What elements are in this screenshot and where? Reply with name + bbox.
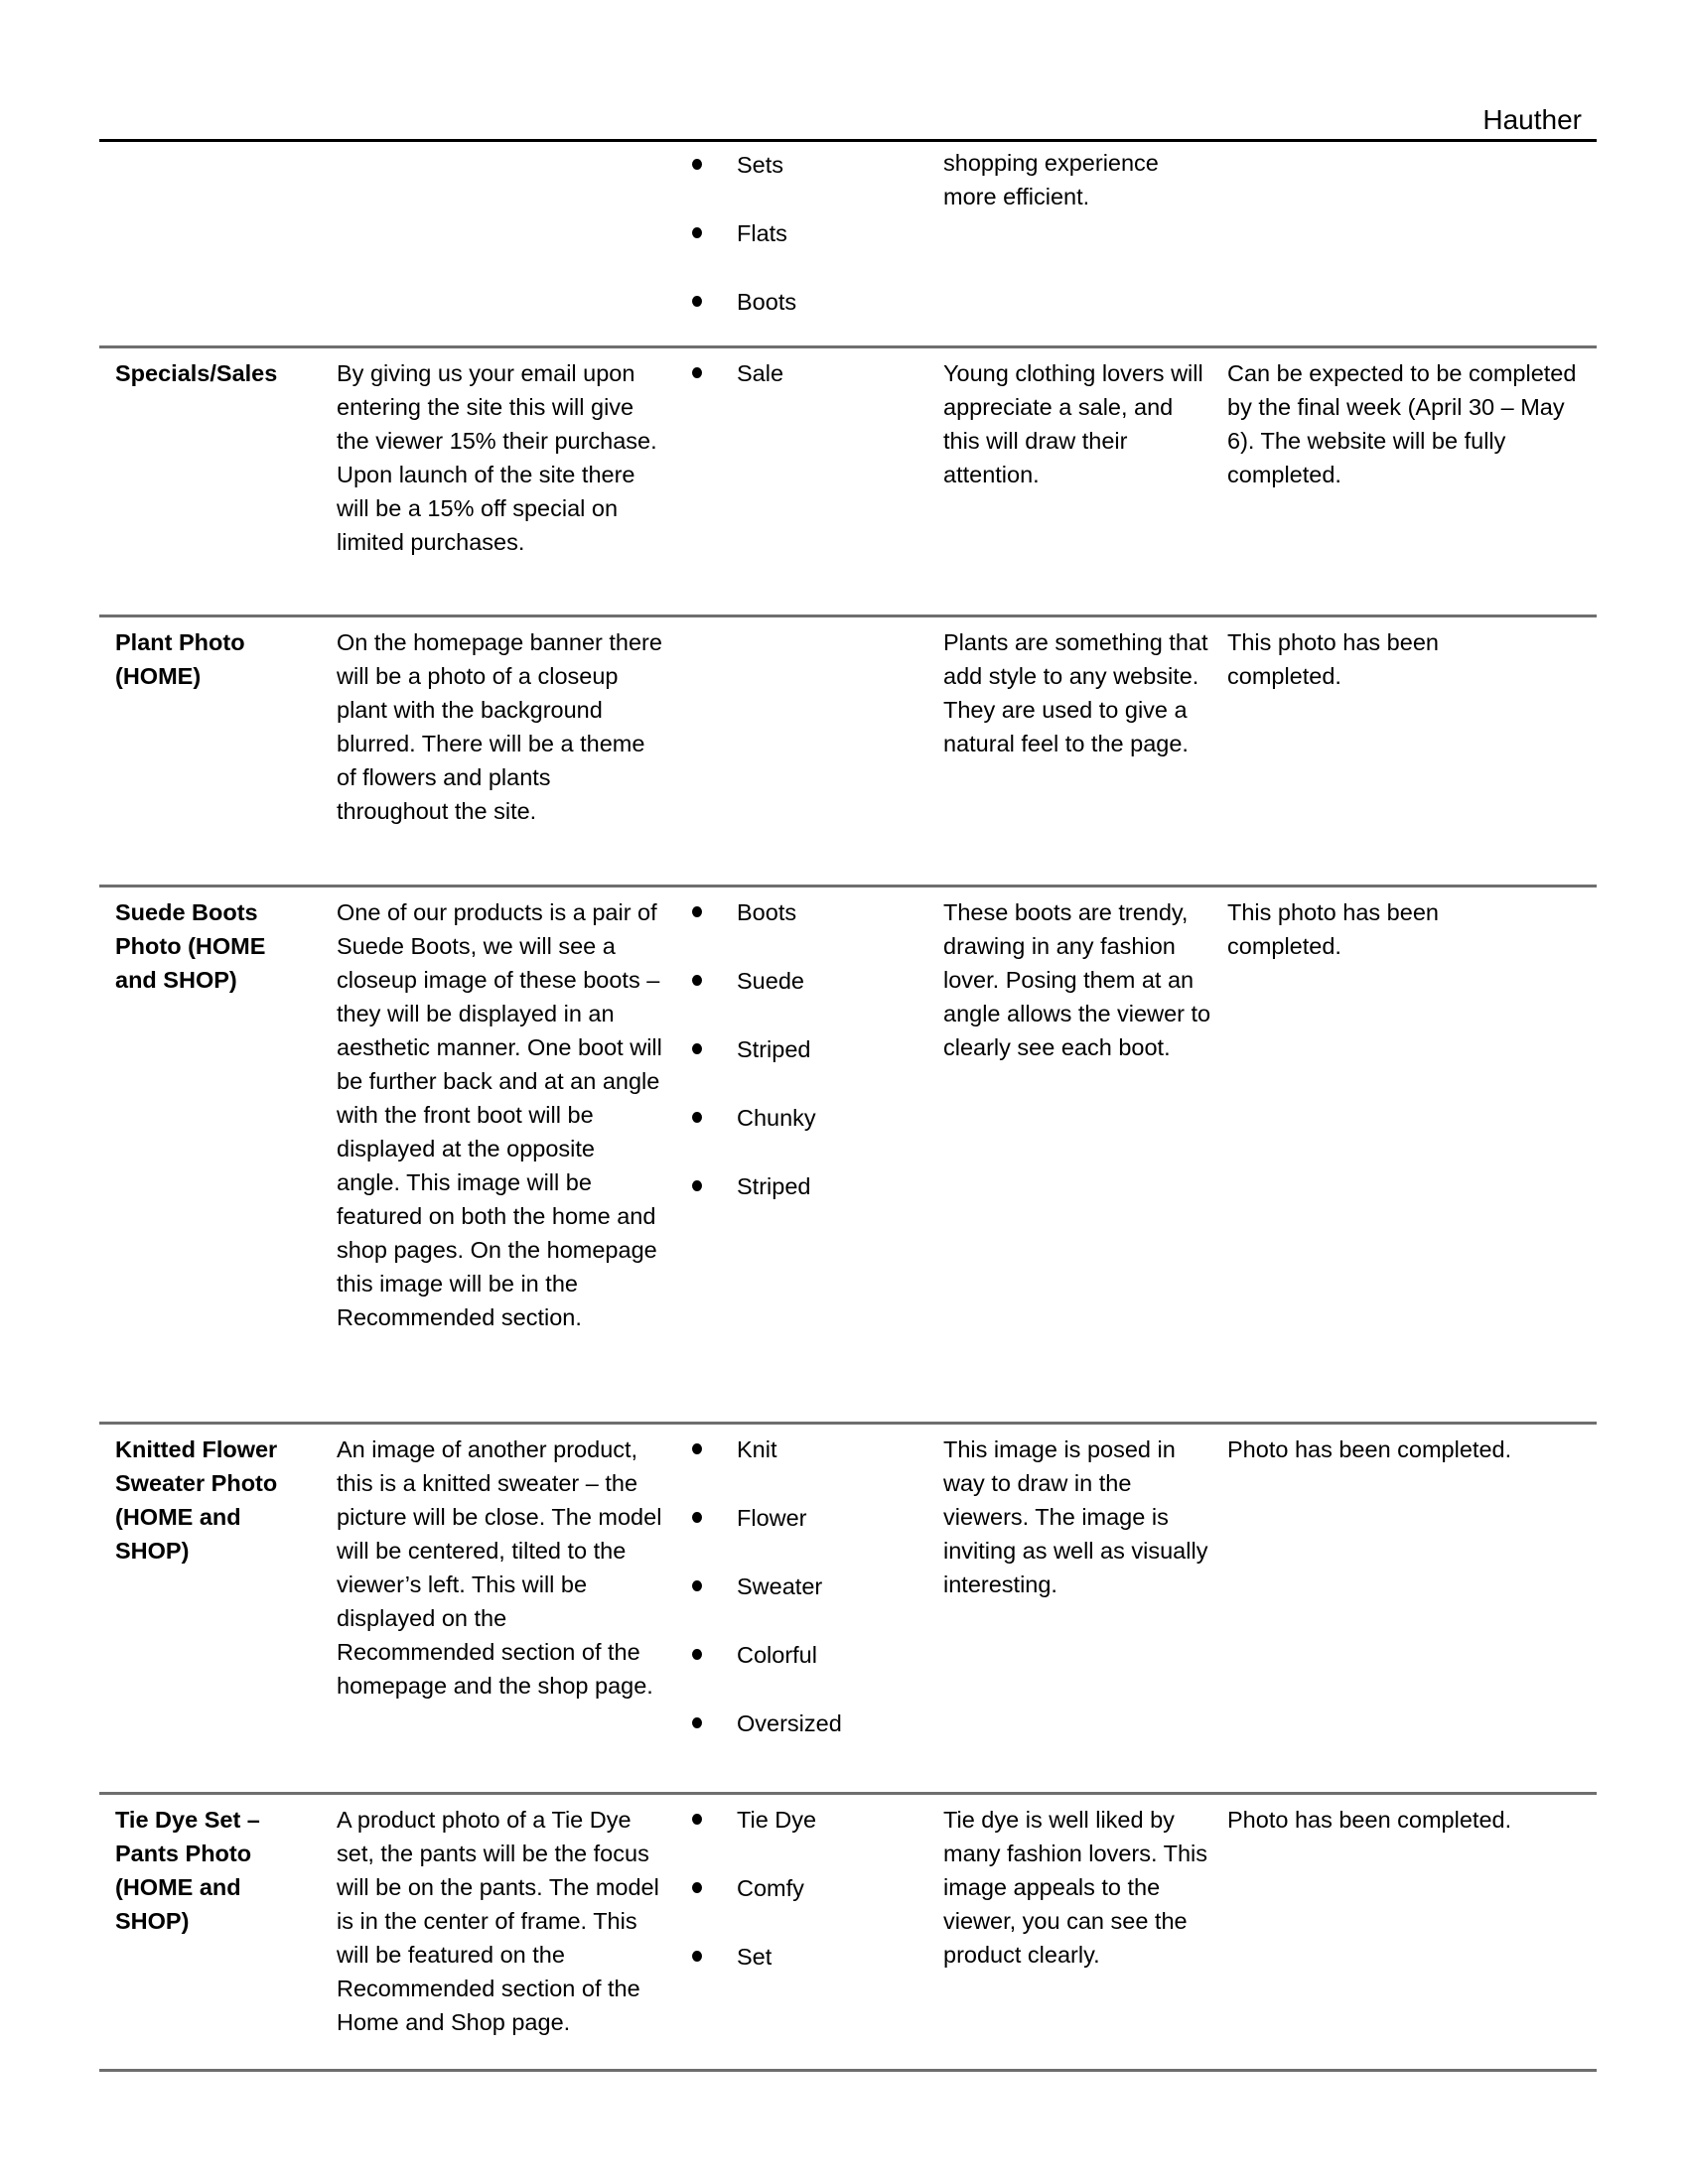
keyword-item bbox=[692, 285, 920, 353]
row-description: On the homepage banner there will be a photo of a closeup plant with the background blurred. There will be a theme of flowers and plants throughout the site. bbox=[337, 629, 662, 824]
table-row bbox=[99, 1425, 1597, 1795]
keyword-text: Striped bbox=[737, 1036, 811, 1062]
bullet-icon bbox=[692, 1717, 702, 1728]
bullet-icon bbox=[692, 367, 702, 378]
bullet-icon bbox=[692, 1649, 702, 1660]
row-description: By giving us your email upon entering the site this will give the viewer 15% their purchase. Upon launch of the site there will be a 15% off special on limited purchases. bbox=[337, 360, 657, 555]
row-title: Knitted Flower Sweater Photo (HOME and SHOP) bbox=[115, 1436, 278, 1564]
keyword-text: Comfy bbox=[737, 1875, 804, 1901]
bullet-icon bbox=[692, 975, 702, 986]
row-status: This photo has been completed. bbox=[1227, 629, 1439, 689]
row-description: A product photo of a Tie Dye set, the pants will be the focus will be on the pants. The model is in the center of frame. This will be featured on the Recommended section of the Home and Shop page. bbox=[337, 1807, 659, 2035]
keyword-item bbox=[692, 895, 920, 964]
bullet-icon bbox=[692, 1951, 702, 1962]
keyword-list bbox=[692, 356, 920, 425]
row-rationale: This image is posed in way to draw in the viewers. The image is inviting as well as visually interesting. bbox=[943, 1436, 1208, 1597]
bullet-icon bbox=[692, 1814, 702, 1825]
row-rationale: shopping experience more efficient. bbox=[943, 150, 1159, 209]
bullet-icon bbox=[692, 296, 702, 307]
keyword-text: Suede bbox=[737, 968, 804, 994]
keyword-text: Tie Dye bbox=[737, 1807, 817, 1833]
header-author: Hauther bbox=[1482, 104, 1582, 135]
keyword-list bbox=[692, 895, 920, 1238]
keyword-item bbox=[692, 1638, 920, 1706]
keyword-item bbox=[692, 1570, 920, 1638]
content-table bbox=[99, 142, 1597, 2072]
keyword-item bbox=[692, 1032, 920, 1101]
bullet-icon bbox=[692, 159, 702, 170]
keyword-list bbox=[692, 1433, 920, 1775]
table-row bbox=[99, 142, 1597, 348]
keyword-list bbox=[692, 1803, 920, 2008]
table-row bbox=[99, 348, 1597, 617]
keyword-text: Sets bbox=[737, 152, 784, 178]
keyword-item bbox=[692, 1101, 920, 1169]
row-status: Can be expected to be completed by the final week (April 30 – May 6). The website will be fully completed. bbox=[1227, 360, 1577, 487]
row-status: This photo has been completed. bbox=[1227, 899, 1439, 959]
keyword-item bbox=[692, 964, 920, 1032]
table-row bbox=[99, 887, 1597, 1425]
bullet-icon bbox=[692, 227, 702, 238]
keyword-text: Chunky bbox=[737, 1105, 816, 1131]
keyword-text: Oversized bbox=[737, 1710, 842, 1736]
keyword-text: Set bbox=[737, 1944, 773, 1970]
keyword-text: Boots bbox=[737, 899, 797, 925]
table-row bbox=[99, 1795, 1597, 2072]
table-row bbox=[99, 617, 1597, 887]
row-title: Suede Boots Photo (HOME and SHOP) bbox=[115, 899, 266, 993]
row-description: An image of another product, this is a knitted sweater – the picture will be close. The model will be centered, tilted to the viewer’s left. This will be displayed on the Recommended section of the homepage and the shop page. bbox=[337, 1436, 662, 1699]
bullet-icon bbox=[692, 906, 702, 917]
bullet-icon bbox=[692, 1180, 702, 1191]
keyword-list bbox=[692, 148, 920, 353]
row-rationale: Plants are something that add style to any website. They are used to give a natural feel to the page. bbox=[943, 629, 1208, 756]
row-title: Tie Dye Set – Pants Photo (HOME and SHOP) bbox=[115, 1807, 260, 1934]
keyword-text: Sweater bbox=[737, 1573, 823, 1599]
keyword-item bbox=[692, 1871, 920, 1940]
row-rationale: These boots are trendy, drawing in any fashion lover. Posing them at an angle allows the viewer to clearly see each boot. bbox=[943, 899, 1211, 1060]
row-status: Photo has been completed. bbox=[1227, 1807, 1512, 1833]
keyword-text: Flower bbox=[737, 1505, 807, 1531]
row-rationale: Tie dye is well liked by many fashion lovers. This image appeals to the viewer, you can see the product clearly. bbox=[943, 1807, 1208, 1968]
row-status: Photo has been completed. bbox=[1227, 1436, 1512, 1462]
keyword-text: Boots bbox=[737, 289, 797, 315]
keyword-item bbox=[692, 1169, 920, 1238]
keyword-item bbox=[692, 216, 920, 285]
keyword-text: Colorful bbox=[737, 1642, 817, 1668]
keyword-item bbox=[692, 1501, 920, 1570]
bullet-icon bbox=[692, 1112, 702, 1123]
keyword-item bbox=[692, 1433, 920, 1501]
bullet-icon bbox=[692, 1512, 702, 1523]
keyword-text: Flats bbox=[737, 220, 787, 246]
keyword-item bbox=[692, 1803, 920, 1871]
bullet-icon bbox=[692, 1043, 702, 1054]
keyword-text: Knit bbox=[737, 1436, 777, 1462]
bullet-icon bbox=[692, 1882, 702, 1893]
keyword-text: Striped bbox=[737, 1173, 811, 1199]
bullet-icon bbox=[692, 1580, 702, 1591]
keyword-text: Sale bbox=[737, 360, 784, 386]
keyword-item bbox=[692, 1940, 920, 2008]
keyword-item bbox=[692, 1706, 920, 1775]
keyword-item bbox=[692, 356, 920, 425]
row-title: Specials/Sales bbox=[115, 360, 278, 386]
row-rationale: Young clothing lovers will appreciate a sale, and this will draw their attention. bbox=[943, 360, 1203, 487]
row-title: Plant Photo (HOME) bbox=[115, 629, 245, 689]
keyword-item bbox=[692, 148, 920, 216]
bullet-icon bbox=[692, 1443, 702, 1454]
row-description: One of our products is a pair of Suede Boots, we will see a closeup image of these boots – they will be displayed in an aesthetic manner. One boot will be further back and at an angle with the front boot will be displayed at the opposite angle. This image will be featured on both the home and shop pages. On the homepage this image will be in the Recommended section. bbox=[337, 899, 662, 1330]
